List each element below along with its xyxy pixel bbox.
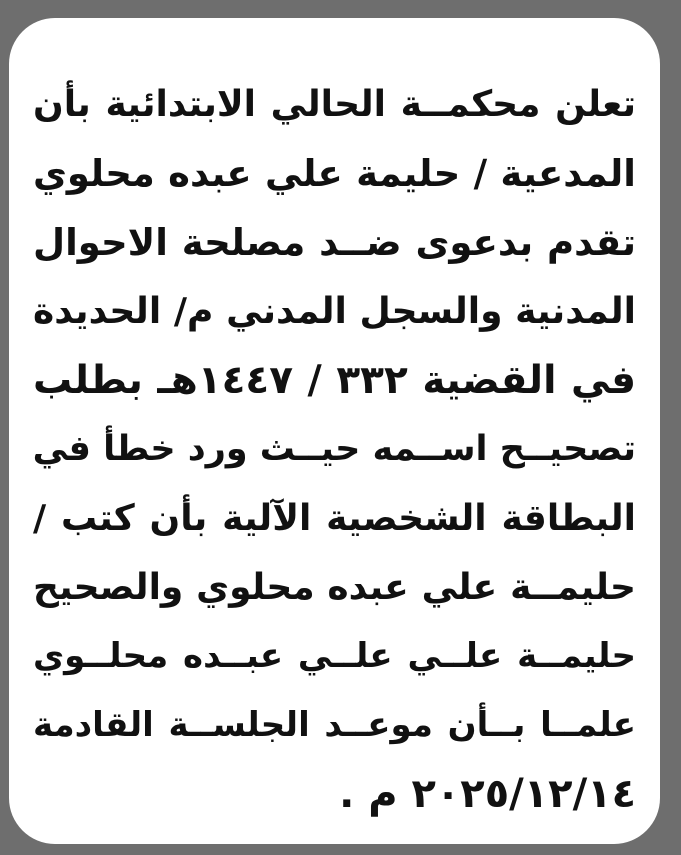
notice-line-4: المدنية والسجل المدني م/ الحديدة — [33, 291, 636, 332]
notice-date-line: ٢٠٢٥/١٢/١٤ م . — [339, 771, 636, 817]
notice-line-10: علمــا بــأن موعــد الجلســة القادمة — [33, 705, 636, 745]
notice-line-2: المدعية / حليمة علي عبده محلوي — [33, 152, 636, 195]
notice-card — [9, 18, 660, 844]
notice-line-6: تصحيــح اســمه حيــث ورد خطأ في — [33, 429, 636, 469]
notice-line-9: حليمــة علــي علــي عبــده محلــوي — [33, 636, 636, 676]
notice-line-8: حليمــة علي عبده محلوي والصحيح — [33, 567, 636, 608]
notice-line-1: تعلن محكمــة الحالي الابتدائية بأن — [33, 84, 636, 125]
court-notice-text — [33, 70, 636, 829]
notice-line-7: البطاقة الشخصية الآلية بأن كتب / — [33, 498, 636, 539]
notice-line-3: تقدم بدعوى ضــد مصلحة الاحوال — [33, 221, 636, 264]
notice-line-5: في القضية ٣٣٢ / ١٤٤٧هـ بطلب — [33, 358, 636, 403]
